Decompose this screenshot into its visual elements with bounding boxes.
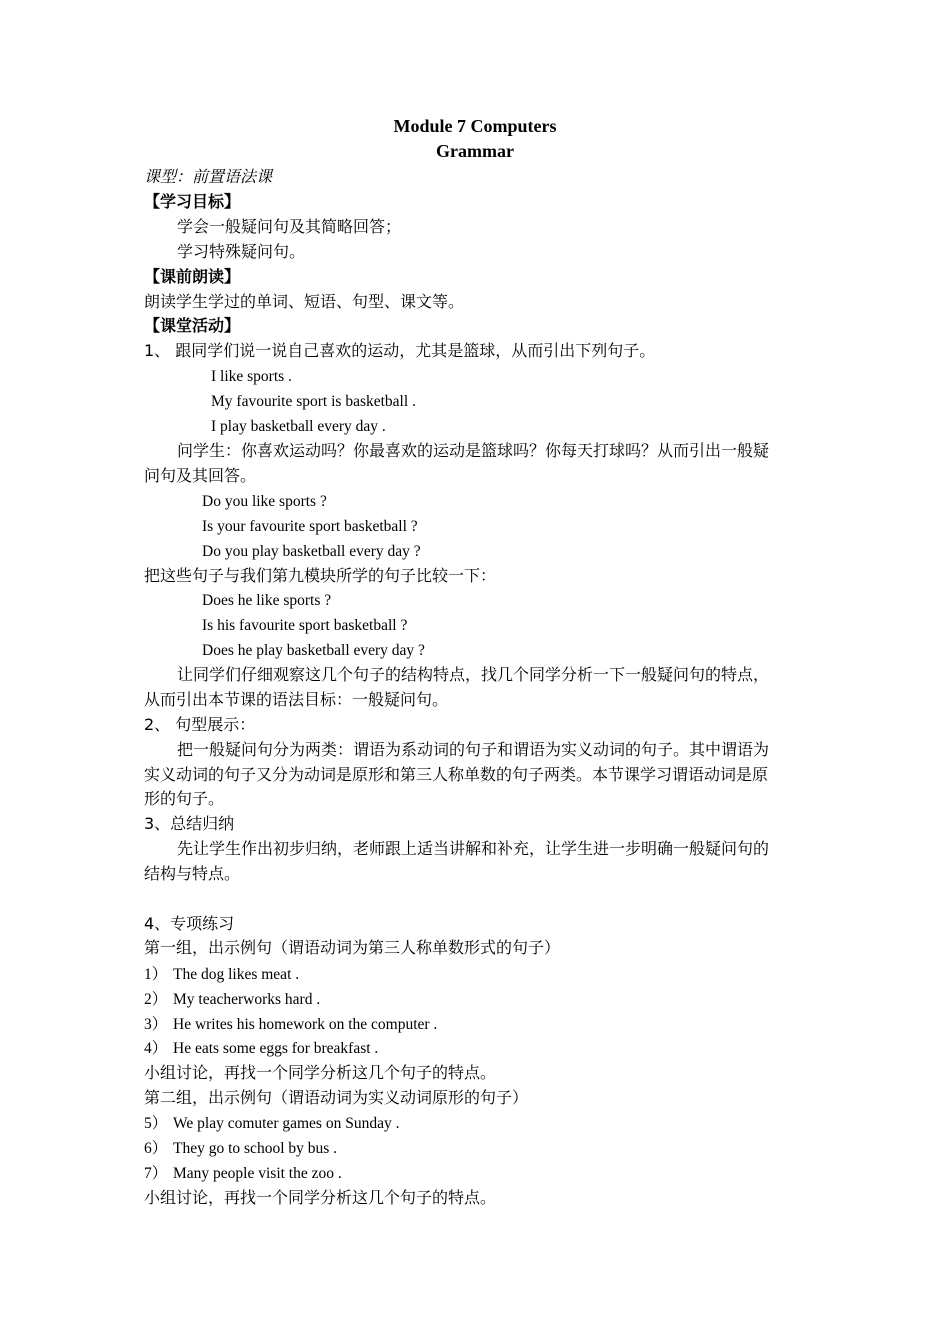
step2-text: 把一般疑问句分为两类：谓语为系动词的句子和谓语为实义动词的句子。其中谓语为 — [177, 740, 770, 759]
lesson-type: 课型：前置语法课 — [144, 167, 273, 186]
question-sentence: Is your favourite sport basketball ? — [202, 518, 418, 535]
step1-question-line: 问学生：你喜欢运动吗？你最喜欢的运动是篮球吗？你每天打球吗？从而引出一般疑 — [177, 441, 770, 460]
exercise-number: 4） — [144, 1040, 168, 1057]
compare-sentence: Does he play basketball every day ? — [202, 642, 425, 659]
exercise-text: Many people visit the zoo . — [173, 1165, 342, 1182]
exercise-text: He writes his homework on the computer . — [173, 1016, 438, 1033]
exercise-item — [144, 1013, 437, 1037]
step2-text: 形的句子。 — [144, 789, 225, 808]
step3-text: 结构与特点。 — [144, 864, 241, 883]
exercise-number: 7） — [144, 1165, 168, 1182]
module-title: Module 7 Computers — [393, 116, 557, 136]
example-sentence: I like sports . — [211, 368, 292, 385]
activities-heading: 【课堂活动】 — [144, 316, 241, 335]
step4-label: 4、专项练习 — [144, 914, 235, 933]
exercise-number: 5） — [144, 1115, 168, 1132]
example-sentence: I play basketball every day . — [211, 418, 386, 435]
exercise-text: The dog likes meat . — [173, 966, 300, 983]
step2-label: 2、 句型展示： — [144, 715, 256, 734]
exercise-item — [144, 988, 320, 1012]
step1-label: 1、 跟同学们说一说自己喜欢的运动，尤其是篮球，从而引出下列句子。 — [144, 341, 656, 360]
exercise-item — [144, 1112, 399, 1136]
step1-question-line: 问句及其回答。 — [144, 466, 257, 485]
exercise-item — [144, 1037, 378, 1061]
objective-item: 学习特殊疑问句。 — [177, 242, 306, 261]
step3-label: 3、总结归纳 — [144, 814, 235, 833]
exercise-text: They go to school by bus . — [173, 1140, 338, 1157]
group1-note: 小组讨论，再找一个同学分析这几个句子的特点。 — [144, 1063, 497, 1082]
step3-text: 先让学生作出初步归纳，老师跟上适当讲解和补充，让学生进一步明确一般疑问句的 — [177, 839, 770, 858]
exercise-text: My teacherworks hard . — [173, 991, 321, 1008]
question-sentence: Do you play basketball every day ? — [202, 543, 421, 560]
exercise-item — [144, 1162, 342, 1186]
exercise-number: 3） — [144, 1016, 168, 1033]
section-title: Grammar — [436, 141, 514, 161]
exercise-number: 6） — [144, 1140, 168, 1157]
exercise-item — [144, 1137, 337, 1161]
step2-text: 实义动词的句子又分为动词是原形和第三人称单数的句子两类。本节课学习谓语动词是原 — [144, 765, 769, 784]
preread-text: 朗读学生学过的单词、短语、句型、课文等。 — [144, 292, 465, 311]
exercise-text: He eats some eggs for breakfast . — [173, 1040, 379, 1057]
preread-heading: 【课前朗读】 — [144, 267, 241, 286]
exercise-number: 1） — [144, 966, 168, 983]
observe-line: 让同学们仔细观察这几个句子的结构特点，找几个同学分析一下一般疑问句的特点， — [177, 665, 770, 684]
group2-title: 第二组，出示例句（谓语动词为实义动词原形的句子） — [144, 1088, 529, 1107]
compare-sentence: Is his favourite sport basketball ? — [202, 617, 408, 634]
objectives-heading: 【学习目标】 — [144, 192, 241, 211]
exercise-item — [144, 963, 299, 987]
exercise-text: We play comuter games on Sunday . — [173, 1115, 400, 1132]
objective-item: 学会一般疑问句及其简略回答； — [177, 217, 402, 236]
question-sentence: Do you like sports ? — [202, 493, 327, 510]
observe-line: 从而引出本节课的语法目标：一般疑问句。 — [144, 690, 449, 709]
group1-title: 第一组，出示例句（谓语动词为第三人称单数形式的句子） — [144, 938, 561, 957]
exercise-number: 2） — [144, 991, 168, 1008]
compare-line: 把这些句子与我们第九模块所学的句子比较一下： — [144, 566, 497, 585]
group2-note: 小组讨论，再找一个同学分析这几个句子的特点。 — [144, 1188, 497, 1207]
compare-sentence: Does he like sports ? — [202, 592, 332, 609]
example-sentence: My favourite sport is basketball . — [211, 393, 416, 410]
